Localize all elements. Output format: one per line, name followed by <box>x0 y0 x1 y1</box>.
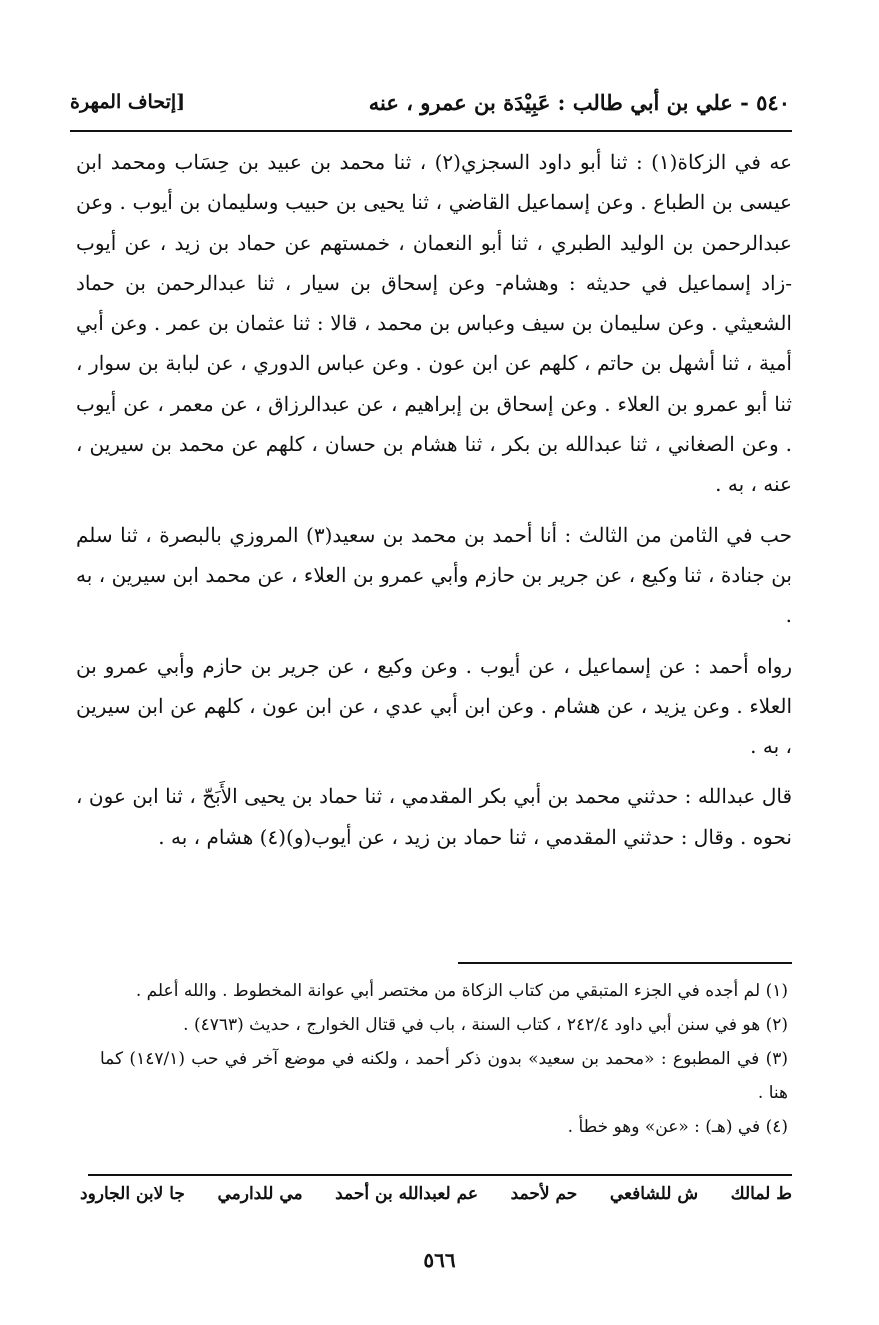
running-title: ٥٤٠ - علي بن أبي طالب : عَبِيْدَة بن عمرو ، عنه <box>368 89 790 115</box>
sigla-legend <box>80 1184 792 1204</box>
siglum-item: مي للدارمي <box>217 1184 303 1204</box>
page-number: ٥٦٦ <box>423 1248 456 1272</box>
main-text <box>76 142 792 857</box>
header-rule <box>70 130 792 132</box>
siglum-item: حم لأحمد <box>510 1184 578 1204</box>
siglum-item: جا لابن الجارود <box>80 1184 185 1204</box>
paragraph-2: حب في الثامن من الثالث : أنا أحمد بن محمد بن سعيد(٣) المروزي بالبصرة ، ثنا سلم بن جنادة ، ثنا وكيع ، عن جرير بن حازم وأبي عمرو بن العلاء ، عن محمد ابن سيرين ، به . <box>76 522 793 628</box>
sigla-rule <box>88 1174 792 1176</box>
book-title: [إتحاف المهرة <box>70 91 186 113</box>
paragraph-1: عه في الزكاة(١) : ثنا أبو داود السجزي(٢) ، ثنا محمد بن عبيد بن حِسَاب ومحمد ابن عيسى بن الطباع . وعن إسماعيل القاضي ، ثنا يحيى بن حبيب وسليمان بن أيوب . وعن عبدالرحمن بن الوليد الطبري ، ثنا أبو النعمان ، خمستهم عن حماد بن زيد ، عن أيوب -زاد إسماعيل في حديثه : وهشام- وعن إسحاق بن سيار ، ثنا عبدالرحمن بن حماد الشعيثي . وعن سليمان بن سيف وعباس بن محمد ، قالا : ثنا عثمان بن عمر . وعن أبي أمية ، ثنا أشهل بن حاتم ، كلهم عن ابن عون . وعن عباس الدوري ، عن لبابة بن سوار ، ثنا أبو عمرو بن العلاء . وعن إسحاق بن إبراهيم ، عن عبدالرزاق ، عن معمر ، عن أيوب . وعن الصغاني ، ثنا عبدالله بن بكر ، ثنا هشام بن حسان ، كلهم عن محمد بن سيرين ، عنه ، به . <box>76 150 792 497</box>
siglum-item: عم لعبدالله بن أحمد <box>335 1184 479 1204</box>
paragraph-3: رواه أحمد : عن إسماعيل ، عن أيوب . وعن وكيع ، عن جرير بن حازم وأبي عمرو بن العلاء . وعن يزيد ، عن هشام . وعن ابن أبي عدي ، عن ابن عون ، كلهم عن ابن سيرين ، به . <box>76 653 792 759</box>
footnote-2: (٢) هو في سنن أبي داود ٢٤٢/٤ ، كتاب السنة ، باب في قتال الخوارج ، حديث (٤٧٦٣) . <box>183 1015 788 1035</box>
footnote-4: (٤) في (هـ) : «عن» وهو خطأ . <box>567 1117 788 1137</box>
siglum-item: ط لمالك <box>730 1184 792 1204</box>
footnote-3: (٣) في المطبوع : «محمد بن سعيد» بدون ذكر أحمد ، ولكنه في موضع آخر في حب (١٤٧/١) كما هنا . <box>100 1049 788 1103</box>
page-header <box>70 82 790 122</box>
footnote-rule <box>458 962 792 964</box>
footnote-1: (١) لم أجده في الجزء المتبقي من كتاب الزكاة من مختصر أبي عوانة المخطوط . والله أعلم . <box>135 981 788 1001</box>
siglum-item: ش للشافعي <box>609 1184 699 1204</box>
paragraph-4: قال عبدالله : حدثني محمد بن أبي بكر المقدمي ، ثنا حماد بن يحيى الأَبَحّ ، ثنا ابن عون ، نحوه . وقال : حدثني المقدمي ، ثنا حماد بن زيد ، عن أيوب(و)(٤) هشام ، به . <box>76 784 793 849</box>
footnotes <box>100 974 788 1144</box>
